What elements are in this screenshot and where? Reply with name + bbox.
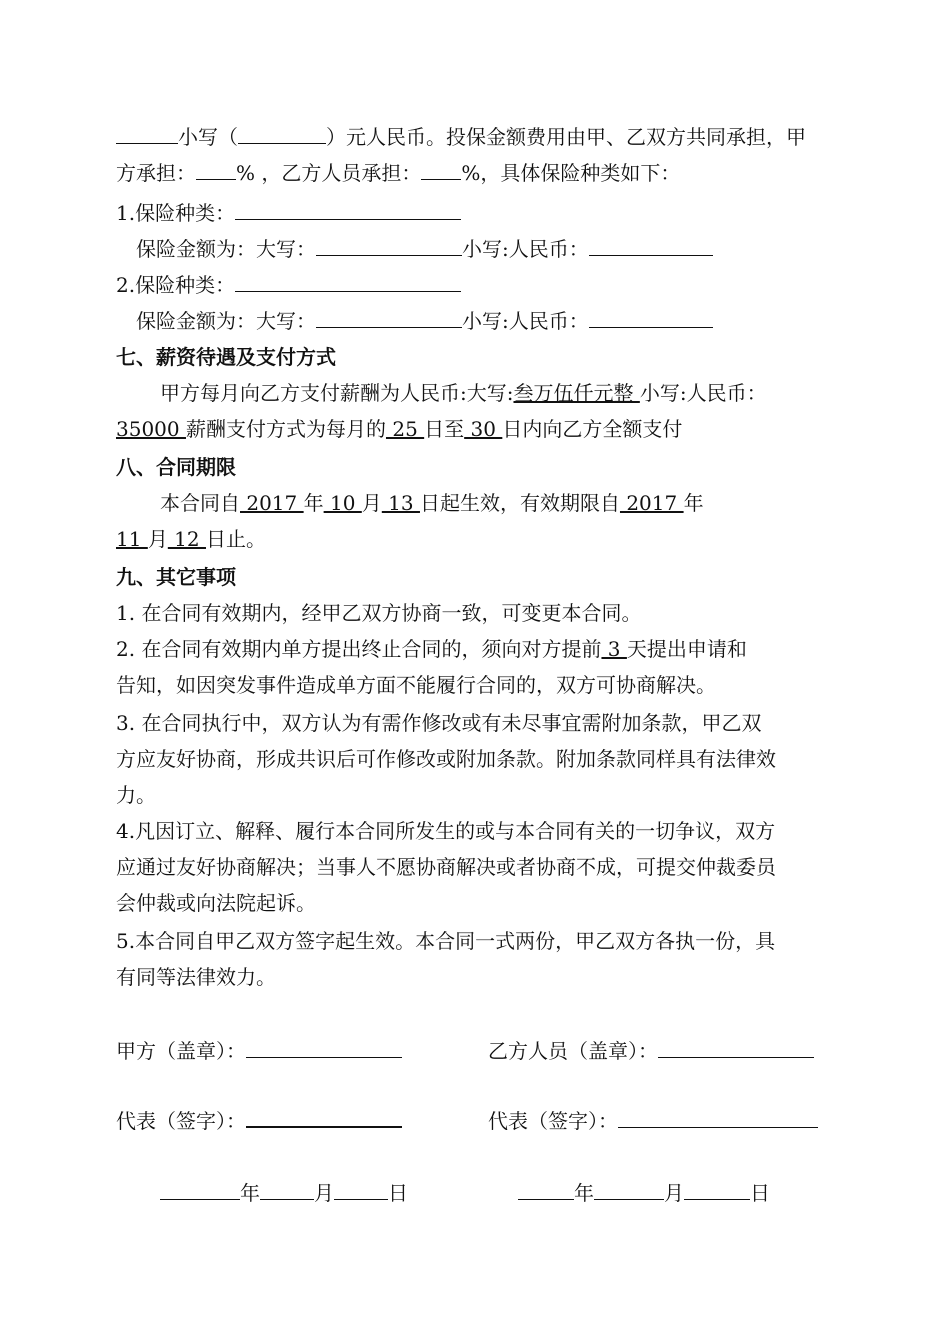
clause-4-cont: 应通过友好协商解决；当事人不愿协商解决或者协商不成，可提交仲裁委员 xyxy=(116,855,776,879)
blank-field[interactable] xyxy=(235,201,461,220)
party-b-date: 年 月 日 xyxy=(518,1180,770,1206)
insurance-line-2: 方承担： % ，乙方人员承担： %，具体保险种类如下： xyxy=(116,161,681,185)
party-a-date: 年 月 日 xyxy=(160,1180,408,1206)
signature-field[interactable] xyxy=(246,1108,402,1128)
section-heading-term: 八、合同期限 xyxy=(116,455,236,479)
clause-5: 5.本合同自甲乙双方签字起生效。本合同一式两份，甲乙双方各执一份，具 xyxy=(116,929,776,953)
insurance-type-2: 2.保险种类： xyxy=(116,272,461,298)
blank-field[interactable] xyxy=(421,161,461,180)
blank-field[interactable] xyxy=(116,125,178,144)
signature-field[interactable] xyxy=(658,1039,814,1058)
clause-4: 4.凡因订立、解释、履行本合同所发生的或与本合同有关的一切争议，双方 xyxy=(116,819,776,843)
insurance-line-1: 小写（ ）元人民币。投保金额费用由甲、乙双方共同承担，甲 xyxy=(116,124,806,150)
section-heading-other: 九、其它事项 xyxy=(116,565,236,589)
clause-5-cont: 有同等法律效力。 xyxy=(116,965,276,989)
clause-1: 1. 在合同有效期内，经甲乙双方协商一致，可变更本合同。 xyxy=(116,601,642,625)
signature-field[interactable] xyxy=(246,1039,402,1058)
clause-2-cont: 告知，如因突发事件造成单方面不能履行合同的，双方可协商解决。 xyxy=(116,673,716,697)
blank-field[interactable] xyxy=(196,161,236,180)
date-field[interactable] xyxy=(260,1181,314,1200)
insurance-amount-1: 保险金额为：大写： 小写:人民币： xyxy=(136,236,713,262)
party-a-rep: 代表（签字）： xyxy=(116,1108,402,1134)
party-a-seal: 甲方（盖章）： xyxy=(116,1038,402,1064)
party-b-seal: 乙方人员（盖章）： xyxy=(488,1038,814,1064)
clause-3: 3. 在合同执行中，双方认为有需作修改或有未尽事宜需附加条款，甲乙双 xyxy=(116,711,762,735)
date-field[interactable] xyxy=(518,1181,574,1200)
salary-line-2: 35000 薪酬支付方式为每月的 25 日至 30 日内向乙方全额支付 xyxy=(116,417,683,441)
blank-field[interactable] xyxy=(589,309,713,328)
clause-4-cont: 会仲裁或向法院起诉。 xyxy=(116,891,316,915)
blank-field[interactable] xyxy=(235,273,461,292)
blank-field[interactable] xyxy=(589,237,713,256)
date-field[interactable] xyxy=(594,1181,664,1200)
date-field[interactable] xyxy=(684,1181,750,1200)
clause-3-cont: 方应友好协商，形成共识后可作修改或附加条款。附加条款同样具有法律效 xyxy=(116,747,776,771)
blank-field[interactable] xyxy=(238,125,326,144)
insurance-amount-2: 保险金额为：大写： 小写:人民币： xyxy=(136,308,713,334)
blank-field[interactable] xyxy=(316,309,462,328)
term-line-1: 本合同自 2017 年 10 月 13 日起生效，有效期限自 2017 年 xyxy=(160,491,704,515)
clause-2: 2. 在合同有效期内单方提出终止合同的，须向对方提前 3 天提出申请和 xyxy=(116,637,747,661)
party-b-rep: 代表（签字）： xyxy=(488,1108,818,1134)
term-line-2: 11 月 12 日止。 xyxy=(116,527,266,551)
section-heading-salary: 七、薪资待遇及支付方式 xyxy=(116,345,336,369)
clause-3-cont: 力。 xyxy=(116,783,156,807)
date-field[interactable] xyxy=(160,1181,240,1200)
salary-line-1: 甲方每月向乙方支付薪酬为人民币:大写:叁万伍仟元整 小写:人民币： xyxy=(160,381,767,405)
insurance-type-1: 1.保险种类： xyxy=(116,200,461,226)
date-field[interactable] xyxy=(334,1181,388,1200)
signature-field[interactable] xyxy=(618,1109,818,1128)
blank-field[interactable] xyxy=(316,237,462,256)
